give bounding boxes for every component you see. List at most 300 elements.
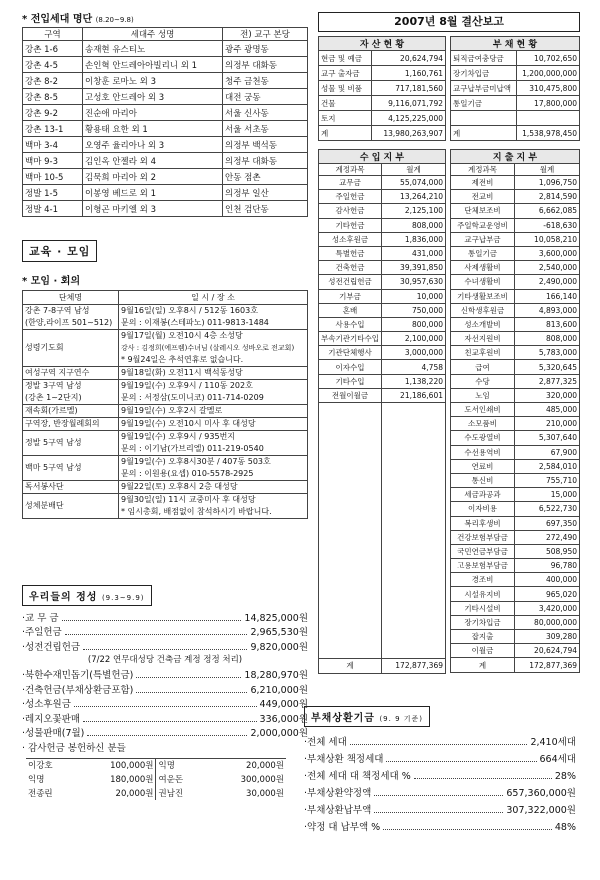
account-amount: 4,893,000 [515,303,580,317]
col-header: 세대주 성명 [83,28,223,41]
table-row [23,105,308,121]
account-amount: 320,000 [515,388,580,402]
table-cell: 정발 1-5 [23,185,83,201]
table-row [319,190,446,204]
group-name: 백마 5구역 남성 [25,463,82,472]
table-row [451,289,580,303]
donor-name: 이강호 [28,761,53,772]
schedule-cell [119,367,308,380]
table-row [23,121,308,137]
table-row [451,630,580,644]
debt-repay-range: (9. 9 기준) [379,715,424,723]
table-row [319,275,446,289]
dot-leader [414,778,552,779]
amount-row [304,782,576,799]
amount-row [22,681,308,696]
settlement-section [318,12,580,674]
amount-value: 449,000원 [259,699,308,710]
table-row [23,481,308,494]
dot-leader [136,677,241,678]
account-name: 경조비 [451,573,515,587]
dot-leader [74,706,257,707]
table-cell: 서울 서초동 [223,121,308,137]
col-header: 월계 [515,164,580,176]
account-name: 잡지출 [451,630,515,644]
amount-value: 664세대 [539,754,576,765]
table-row [26,772,286,786]
table-cell: 이봉영 베드로 외 1 [83,185,223,201]
schedule-line: 9월30일(일) 11시 교중미사 후 대성당 [121,495,256,504]
newcomers-title: 전입세대 명단 [30,14,93,25]
debt-repay-title: 부채상환기금 [311,713,375,724]
schedule-cell [119,380,308,405]
dot-leader [83,649,247,650]
donor-amount: 180,000원 [110,775,154,785]
amount-label: 주일헌금 [25,627,62,638]
amount-label: 북한수재민돕기(특별헌금) [25,670,134,681]
amount-row [304,816,576,833]
dot-leader [374,795,503,796]
table-cell: 서울 신사동 [223,105,308,121]
account-name: 연료비 [451,459,515,473]
thanks-heading [22,739,308,754]
account-name: 수선용역비 [451,445,515,459]
account-amount: 9,116,071,792 [371,96,445,111]
spacer-cell [319,403,382,659]
account-amount: 6,662,085 [515,204,580,218]
bullet-icon: · [22,684,26,696]
group-name: 여성구역 지구연수 [25,368,90,377]
table-row [23,73,308,89]
table-row [451,204,580,218]
group-name-cell [23,456,119,481]
group-name-cell [23,418,119,431]
account-amount: 3,000,000 [381,346,445,360]
group-name: (한양,라이프 501~512) [25,318,113,327]
donor-amount: 100,000원 [110,761,154,772]
account-amount: 39,391,850 [381,261,445,275]
table-row [451,218,580,232]
total-amount: 172,877,369 [381,658,445,673]
dot-leader [65,634,248,635]
total-label: 계 [319,658,382,673]
donor-name: 여운돈 [156,772,206,786]
account-name: 사제생활비 [451,261,515,275]
table-row [319,176,446,190]
dot-leader [350,744,528,745]
table-row [23,431,308,456]
account-amount: 4,125,225,000 [371,111,445,126]
amount-value: 2,410세대 [530,737,576,748]
table-row [319,81,446,96]
table-row [319,317,446,331]
table-row [319,261,446,275]
col-header: 단체명 [23,291,119,305]
account-name: 계 [319,126,372,141]
table-cell: 강촌 8-2 [23,73,83,89]
account-amount: 5,320,645 [515,360,580,374]
account-name: 국민연금부담금 [451,544,515,558]
donor-amount: 300,000원 [240,775,284,785]
dot-leader [83,721,256,722]
offering-list [22,609,308,653]
account-name: 통일기금 [451,96,517,111]
schedule-line: * 임시총회, 배점없이 참석하시기 바랍니다. [121,507,272,516]
table-row [23,185,308,201]
table-row [451,51,580,66]
edu-section [22,240,308,519]
expense-table [450,149,580,673]
account-amount: 431,000 [381,246,445,260]
assets-table [318,36,446,141]
account-amount: 800,000 [381,317,445,331]
total-amount: 172,877,369 [515,658,580,673]
account-name: 계 [451,126,517,141]
group-name: 정발 5구역 남성 [25,438,82,447]
table-row [23,494,308,519]
account-name: 친교후원비 [451,346,515,360]
amount-value: 2,965,530원 [250,627,308,638]
schedule-cell [119,405,308,418]
account-name: 건물 [319,96,372,111]
table-row [451,502,580,516]
offering-list [22,667,308,740]
table-row [451,96,580,111]
account-amount: 808,000 [515,332,580,346]
account-amount: 210,000 [515,417,580,431]
account-name: 수당 [451,374,515,388]
dot-leader [374,812,503,813]
table-row [451,332,580,346]
group-name-cell [23,431,119,456]
account-name: 현금 및 예금 [319,51,372,66]
amount-value: 307,322,000원 [506,805,576,816]
account-name [451,111,517,126]
schedule-line: 9월19일(수) 오후9시 / 935번지 [121,432,236,441]
account-name: 세금과공과 [451,488,515,502]
edu-subheading [22,272,308,287]
amount-label: 성소후원금 [25,699,71,710]
amount-row [304,731,576,748]
group-name: (강촌 1~2단지) [25,393,82,402]
amount-label: 부채상환 책정세대 [307,754,384,765]
account-amount: 508,950 [515,544,580,558]
amount-value: 657,360,000원 [506,788,576,799]
table-cell: 오영주 율리아나 외 3 [83,137,223,153]
bullet-icon: · [22,713,26,725]
account-name: 고용보험부담금 [451,559,515,573]
amount-row [304,748,576,765]
account-name: 장기차입금 [451,66,517,81]
account-amount: 2,490,000 [515,275,580,289]
table-row [451,559,580,573]
table-row [23,89,308,105]
schedule-line: * 9월24일은 추석연휴로 없습니다. [121,355,244,364]
bullet-icon: · [304,771,308,782]
table-row [319,126,446,141]
edu-title: 교육 · 모임 [22,240,97,262]
amount-row [22,696,308,711]
table-cell: 강촌 13-1 [23,121,83,137]
group-name-cell [23,330,119,367]
donor-name: 익명 [156,758,206,772]
account-amount: 717,181,560 [371,81,445,96]
table-row [23,153,308,169]
amount-row [22,710,308,725]
account-name: 주일헌금 [319,190,382,204]
table-row [319,51,446,66]
amount-label: 부채상환약정액 [307,788,372,799]
amount-value: 6,210,000원 [250,684,308,696]
bullet-icon: · [22,728,26,739]
account-amount: 1,538,978,450 [517,126,580,141]
offering-section [22,585,308,800]
offering-note: (7/22 연무대성당 건축금 계정 정정 처리) [87,654,243,665]
account-name: 전교비 [451,190,515,204]
col-header: 구역 [23,28,83,41]
schedule-cell [119,305,308,330]
col-header: 월계 [381,164,445,176]
amount-label: 레지오꽃판매 [25,713,81,725]
bullet-icon: · [304,737,308,748]
total-row [319,658,446,673]
account-name: 복리후생비 [451,516,515,530]
amount-value: 48% [554,822,576,833]
table-row [451,190,580,204]
table-row [319,218,446,232]
group-name-cell [23,367,119,380]
offering-range: (9.3~9.9) [101,594,145,602]
table-row [451,360,580,374]
account-amount: 1,138,220 [381,374,445,388]
account-amount: 2,100,000 [381,332,445,346]
table-row [451,587,580,601]
account-name: 성소개발비 [451,317,515,331]
donor-name: 익명 [28,775,45,785]
account-amount: 20,624,794 [371,51,445,66]
table-row [451,317,580,331]
table-row [23,418,308,431]
account-amount: 13,264,210 [381,190,445,204]
table-cell: 황용태 요한 외 1 [83,121,223,137]
col-header: 계정과목 [319,164,382,176]
account-name: 토지 [319,111,372,126]
group-name-cell [23,481,119,494]
group-name: 독서봉사단 [25,482,64,491]
bullet-icon: · [22,742,29,754]
amount-value: 336,000원 [259,713,308,725]
account-amount: 10,702,650 [517,51,580,66]
account-amount: 13,980,263,907 [371,126,445,141]
account-amount: 2,877,325 [515,374,580,388]
account-name: 교구납부금 [451,232,515,246]
table-row [319,303,446,317]
dot-leader [383,829,552,830]
table-row [451,111,580,126]
table-cell: 백마 10-5 [23,169,83,185]
debt-repay-list [304,731,576,833]
account-amount: 166,140 [515,289,580,303]
account-name: 전월이월금 [319,388,382,402]
dot-leader [136,692,247,693]
account-amount: 310,475,800 [517,81,580,96]
group-name: 성령기도회 [25,343,64,352]
account-name: 도서인쇄비 [451,403,515,417]
bullet-icon: * [22,276,28,287]
table-row [319,246,446,260]
schedule-cell [119,494,308,519]
account-name: 교구 출자금 [319,66,372,81]
account-name: 건축헌금 [319,261,382,275]
schedule-line: 문의 : 이기남(가브리엘) 011-219-0540 [121,444,264,453]
income-expense-wrap [318,149,580,674]
schedule-cell [119,481,308,494]
table-cell: 의정부 대화동 [223,57,308,73]
group-name: 성체분배단 [25,501,64,510]
account-amount: 1,836,000 [381,232,445,246]
account-amount: 67,900 [515,445,580,459]
account-name: 단체보조비 [451,204,515,218]
group-name-cell [23,380,119,405]
donor-name: 전종린 [28,789,53,799]
schedule-line: 9월18일(화) 오전11시 백석동성당 [121,368,243,377]
schedule-line: 강사 : 김정희(에프렘)수녀님 (살레시오 성바오로 전교회) [121,344,295,352]
account-name: 제전비 [451,176,515,190]
table-cell: 손인혁 안드레아아빌리니 외 1 [83,57,223,73]
schedule-line: 9월16일(일) 오후8시 / 512동 1603호 [121,306,258,315]
table-cell: 강촌 8-5 [23,89,83,105]
settlement-title [318,12,580,32]
table-cell: 강촌 9-2 [23,105,83,121]
schedule-line: 9월19일(수) 오전10시 미사 후 대성당 [121,419,256,428]
account-amount: 2,540,000 [515,261,580,275]
account-amount: 697,350 [515,516,580,530]
account-name: 기타시설비 [451,601,515,615]
bullet-icon: · [304,754,308,765]
group-name: 정발 3구역 남성 [25,381,82,390]
group-name-cell [23,494,119,519]
spacer-cell [381,403,445,659]
table-row [451,644,580,658]
account-name: 특별헌금 [319,246,382,260]
table-row [26,758,286,772]
schedule-line: 9월17일(월) 오전10시 4층 소성당 [121,331,243,340]
schedule-cell [119,456,308,481]
account-amount: -618,630 [515,218,580,232]
dot-leader [87,735,247,736]
amount-label: 성물판매(7월) [25,728,85,739]
account-name: 사용수입 [319,317,382,331]
table-row [23,201,308,217]
account-amount: 80,000,000 [515,615,580,629]
bullet-icon: * [22,14,28,25]
debt-repay-section [304,706,576,833]
table-row [319,388,446,402]
schedule-cell [119,330,308,367]
table-row [451,81,580,96]
table-row [451,346,580,360]
table-row [319,289,446,303]
account-name: 이자수입 [319,360,382,374]
table-cell: 이형곤 마키엘 외 3 [83,201,223,217]
account-amount: 272,490 [515,530,580,544]
account-amount: 21,186,601 [381,388,445,402]
table-row [23,41,308,57]
account-amount: 1,160,761 [371,66,445,81]
schedule-line: 문의 : 서정삼(도미니코) 011-714-0209 [121,393,264,402]
account-name: 통신비 [451,473,515,487]
amount-row [22,638,308,653]
asset-debt-wrap [318,36,580,141]
account-amount: 2,584,010 [515,459,580,473]
bullet-icon: · [22,612,26,624]
table-cell: 송재현 유스티노 [83,41,223,57]
table-row [23,405,308,418]
amount-value: 18,280,970원 [244,670,308,681]
table-row [319,204,446,218]
account-amount: 309,280 [515,630,580,644]
bullet-icon: · [304,805,308,816]
col-header: 계정과목 [451,164,515,176]
table-row [319,374,446,388]
debts-title: 부 채 현 황 [451,37,580,51]
table-row [451,488,580,502]
table-cell: 백마 3-4 [23,137,83,153]
amount-row [22,667,308,682]
table-cell: 정발 4-1 [23,201,83,217]
table-cell: 인천 검단동 [223,201,308,217]
table-row [451,388,580,402]
account-amount: 5,307,640 [515,431,580,445]
table-row [451,417,580,431]
account-name: 기타생활보조비 [451,289,515,303]
account-name: 부속기관기타수입 [319,332,382,346]
table-cell: 광주 광명동 [223,41,308,57]
account-name: 기타수입 [319,374,382,388]
bullet-icon: · [22,627,26,638]
account-name: 수녀생활비 [451,275,515,289]
amount-label: 전체 세대 [307,737,347,748]
table-row [23,367,308,380]
edu-table [22,290,308,519]
amount-row [304,799,576,816]
account-name: 혼배 [319,303,382,317]
table-cell: 강촌 1-6 [23,41,83,57]
account-amount: 4,758 [381,360,445,374]
account-amount: 55,074,000 [381,176,445,190]
account-name: 교구납부금미납액 [451,81,517,96]
account-name: 신학생후원금 [451,303,515,317]
dot-leader [386,761,536,762]
table-cell: 강촌 4-5 [23,57,83,73]
table-row [451,303,580,317]
offering-heading [22,585,152,606]
account-name: 수도광열비 [451,431,515,445]
table-row [451,374,580,388]
account-amount: 755,710 [515,473,580,487]
table-cell: 김인옥 안젤라 외 4 [83,153,223,169]
table-row [451,530,580,544]
table-row [451,459,580,473]
account-amount: 6,522,730 [515,502,580,516]
table-row [319,232,446,246]
table-row [26,786,286,800]
table-row [23,305,308,330]
account-name: 기부금 [319,289,382,303]
account-name: 노임 [451,388,515,402]
table-row [319,66,446,81]
col-header: 일 시 / 장 소 [119,291,308,305]
